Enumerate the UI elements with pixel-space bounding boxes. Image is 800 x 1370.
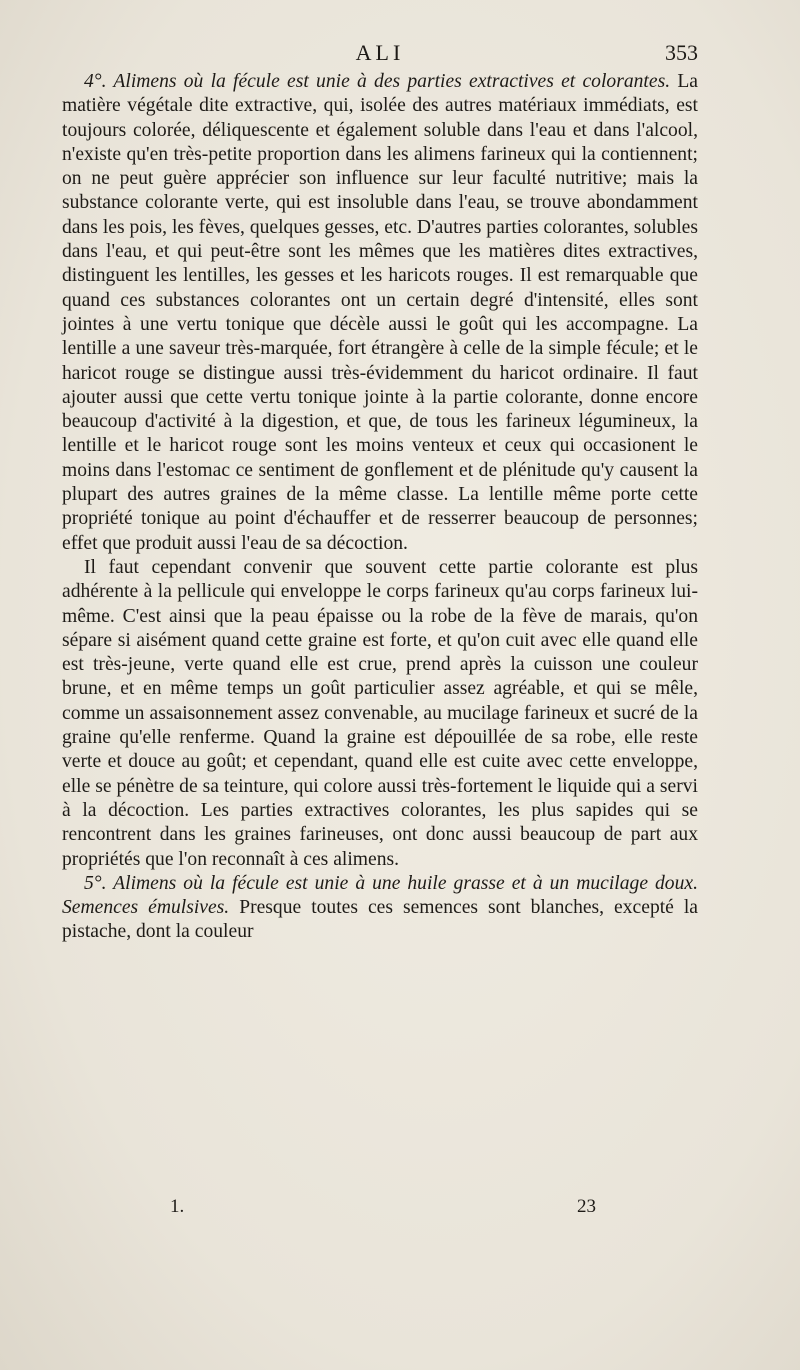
running-head: [62, 40, 698, 70]
page-footer: [62, 1196, 698, 1226]
paragraph: Il faut cependant convenir que souvent cette partie colorante est plus adhérente à la pellicule qui enveloppe le corps farineux qu'au corps farineux lui-même. C'est ainsi que la peau épaisse ou la robe de la fève de marais, qu'on sépare si aisément quand cette graine est forte, et qu'on cuit avec elle quand elle est très-jeune, verte quand elle est crue, prend après la cuisson une couleur brune, et en même temps un goût particulier assez agréable, et qui se mêle, comme un assaisonnement assez convenable, au mucilage farineux et sucré de la graine qu'elle renferme. Quand la graine est dépouillée de sa robe, elle reste verte et douce au goût; et cependant, quand elle est cuite avec cette enveloppe, elle se pénètre de sa teinture, qui colore aussi très-fortement le liquide qui a servi à la décoction. Les parties extractives colorantes, les plus sapides qui se rencontrent dans les graines farineuses, ont donc aussi beaucoup de part aux propriétés que l'on reconnaît à ces alimens.: [62, 556, 698, 870]
paragraph: [62, 872, 698, 945]
section-heading: 5°. Alimens où la fécule est unie à une huile grasse et à un mucilage doux. Semences émulsives.: [62, 872, 698, 919]
page-number: 353: [665, 40, 698, 65]
paragraph: [62, 70, 698, 556]
section-heading: 4°. Alimens où la fécule est unie à des parties extractives et colorantes.: [84, 71, 671, 92]
paragraph-text: Presque toutes ces semences sont blanches, excepté la pistache, dont la couleur: [62, 897, 698, 943]
gathering-number: 23: [577, 1196, 596, 1217]
body-text: [62, 70, 698, 945]
running-title: ALI: [355, 40, 405, 65]
paragraph-text: La matière végétale dite extractive, qui, isolée des autres matériaux immédiats, est toujours colorée, déliquescente et également soluble dans l'eau et dans l'alcool, n'existe qu'en très-petite proportion dans les alimens farineux qui la contiennent; on ne peut guère apprécier son influence sur leur faculté nutritive; mais la substance colorante verte, qui est insoluble dans l'eau, se trouve abondamment dans les pois, les fèves, quelques gesses, etc. D'autres parties colorantes, solubles dans l'eau, et qui peut-être sont les mêmes que les matières dites extractives, distinguent les lentilles, les gesses et les haricots rouges. Il est remarquable que quand ces substances colorantes ont un certain degré d'intensité, elles sont jointes à une vertu tonique que décèle aussi le goût qui les accompagne. La lentille a une saveur très-marquée, fort étrangère à celle de la simple fécule; et le haricot rouge se distingue aussi très-évidemment du haricot ordinaire. Il faut ajouter aussi que cette vertu tonique jointe à la partie colorante, donne encore beaucoup d'activité à la digestion, et que, de tous les farineux légumineux, la lentille et le haricot rouge sont les moins venteux et ceux qui occasionent le moins dans l'estomac ce sentiment de gonflement et de plénitude qu'y causent la plupart des autres graines de la même classe. La lentille même porte cette propriété tonique au point d'échauffer et de resserrer beaucoup de personnes; effet que produit aussi l'eau de sa décoction.: [62, 71, 698, 554]
signature-mark: 1.: [170, 1196, 185, 1217]
